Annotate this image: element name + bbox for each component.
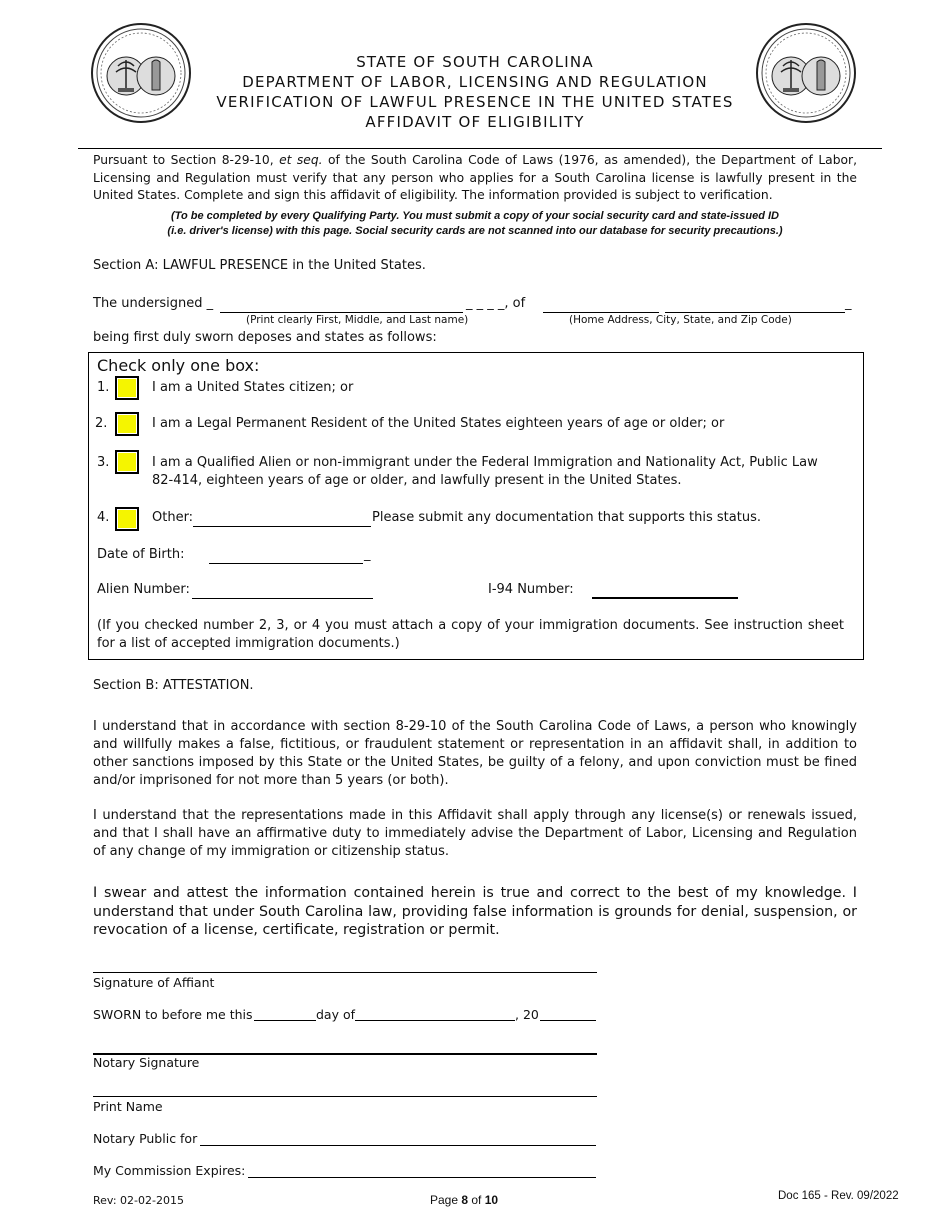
sworn-year-field[interactable] xyxy=(540,1020,596,1021)
affiant-signature-line[interactable] xyxy=(93,972,597,973)
checkbox-qualified-alien[interactable] xyxy=(115,450,139,474)
option-2-label: I am a Legal Permanent Resident of the United States eighteen years of age or older; or xyxy=(152,416,725,431)
notary-public-for-label: Notary Public for xyxy=(93,1131,198,1146)
address-caption: (Home Address, City, State, and Zip Code) xyxy=(569,314,792,326)
i94-number-field[interactable] xyxy=(592,597,738,599)
commission-expires-label: My Commission Expires: xyxy=(93,1163,246,1178)
dob-tail: _ xyxy=(364,547,371,562)
note-line-1: (To be completed by every Qualifying Party. You must submit a copy of your social security card and state-issued ID xyxy=(170,210,779,222)
status-checkbox-panel xyxy=(88,352,864,660)
section-a-title: Section A: LAWFUL PRESENCE in the United States. xyxy=(93,258,426,273)
name-field[interactable] xyxy=(220,312,463,313)
alien-number-field[interactable] xyxy=(192,598,373,599)
doc-number: Doc 165 - Rev. 09/2022 xyxy=(778,1190,899,1202)
dob-label: Date of Birth: xyxy=(97,547,185,562)
sworn-label: SWORN to before me this xyxy=(93,1007,253,1022)
revision-date: Rev: 02-02-2015 xyxy=(93,1194,184,1207)
notary-public-for-field[interactable] xyxy=(200,1145,596,1146)
page-total: 10 xyxy=(484,1193,499,1207)
alien-number-label: Alien Number: xyxy=(97,582,190,597)
sworn-day-field[interactable] xyxy=(254,1020,316,1021)
page-current: 8 xyxy=(461,1193,469,1207)
address-field-2[interactable] xyxy=(665,312,845,313)
checkbox-us-citizen[interactable] xyxy=(115,376,139,400)
print-name-label: Print Name xyxy=(93,1099,163,1114)
document-header xyxy=(150,52,800,132)
year-prefix-label: , 20 xyxy=(515,1007,539,1022)
sworn-month-field[interactable] xyxy=(355,1020,515,1021)
undersigned-tail: _ _ _ _, of xyxy=(466,296,526,311)
attestation-paragraph-3: I swear and attest the information contained herein is true and correct to the best of my knowledge. I understand that under South Carolina law, providing false information is grounds for denial, suspension, or revocation of a license, certificate, registration or permit. xyxy=(93,885,857,938)
page-prefix: Page xyxy=(430,1193,462,1207)
notary-signature-label: Notary Signature xyxy=(93,1055,200,1070)
address-end: _ xyxy=(845,296,852,311)
day-of-label: day of xyxy=(316,1007,356,1022)
page-of: of xyxy=(468,1193,485,1207)
immigration-docs-note: (If you checked number 2, 3, or 4 you must attach a copy of your immigration documents. See instruction sheet for a list of accepted immigration documents.) xyxy=(97,618,844,651)
option-2-num: 2. xyxy=(95,416,108,431)
dob-field[interactable] xyxy=(209,563,363,564)
i94-number-label: I-94 Number: xyxy=(488,582,574,597)
commission-expires-field[interactable] xyxy=(248,1177,596,1178)
option-4-label: Other: xyxy=(152,510,194,525)
option-4-after: Please submit any documentation that supports this status. xyxy=(372,510,761,525)
section-b-title: Section B: ATTESTATION. xyxy=(93,678,254,693)
name-caption: (Print clearly First, Middle, and Last name) xyxy=(246,314,469,326)
intro-pre: Pursuant to Section 8-29-10, xyxy=(93,153,280,167)
option-1-num: 1. xyxy=(97,380,110,395)
checkbox-other[interactable] xyxy=(115,507,139,531)
intro-post: of the South Carolina Code of Laws (1976, as amended), the Department of Labor, Licensing and Regulation must verify that any person who applies for a South Carolina license is lawfully present in the United States. Complete and sign this affidavit of eligibility. The information provided is subject to verification. xyxy=(93,153,857,202)
attestation-paragraph-1: I understand that in accordance with section 8-29-10 of the South Carolina Code of Laws, a person who knowingly and willfully makes a false, fictitious, or fraudulent statement or representation in an affidavit shall, in addition to other sanctions imposed by this State or the United States, be guilty of a felony, and upon conviction must be fined and/or imprisoned for not more than 5 years (or both). xyxy=(93,719,857,788)
option-3-label-2: 82-414, eighteen years of age or older, and lawfully present in the United States. xyxy=(152,473,682,488)
attestation-paragraph-2: I understand that the representations made in this Affidavit shall apply through any license(s) or renewals issued, and that I shall have an affirmative duty to immediately advise the Department of Labor, Licensing and Regulation of any change of my immigration or citizenship status. xyxy=(93,808,857,859)
qualifying-party-note xyxy=(93,209,857,239)
affiant-signature-label: Signature of Affiant xyxy=(93,975,215,990)
header-verification: VERIFICATION OF LAWFUL PRESENCE IN THE UNITED STATES xyxy=(216,93,734,111)
print-name-line[interactable] xyxy=(93,1096,597,1097)
intro-et-seq: et seq. xyxy=(279,153,323,167)
intro-paragraph xyxy=(93,152,857,205)
option-3-num: 3. xyxy=(97,455,110,470)
undersigned-label: The undersigned _ xyxy=(93,296,214,311)
header-title: AFFIDAVIT OF ELIGIBILITY xyxy=(365,113,585,131)
note-line-2: (i.e. driver's license) with this page. Social security cards are not scanned into our database for security precautions.) xyxy=(167,225,783,237)
other-field[interactable] xyxy=(193,526,371,527)
header-department: DEPARTMENT OF LABOR, LICENSING AND REGULATION xyxy=(242,73,708,91)
checkbox-permanent-resident[interactable] xyxy=(115,412,139,436)
option-4-num: 4. xyxy=(97,510,110,525)
check-one-title: Check only one box: xyxy=(97,356,260,375)
sworn-statement: being first duly sworn deposes and states as follows: xyxy=(93,330,437,345)
address-field-1[interactable] xyxy=(543,312,659,313)
option-1-label: I am a United States citizen; or xyxy=(152,380,354,395)
option-3-label: I am a Qualified Alien or non-immigrant under the Federal Immigration and Nationality Act, Public Law xyxy=(152,455,818,470)
page-number xyxy=(430,1193,498,1207)
header-divider xyxy=(78,148,882,149)
header-state: STATE OF SOUTH CAROLINA xyxy=(356,53,594,71)
